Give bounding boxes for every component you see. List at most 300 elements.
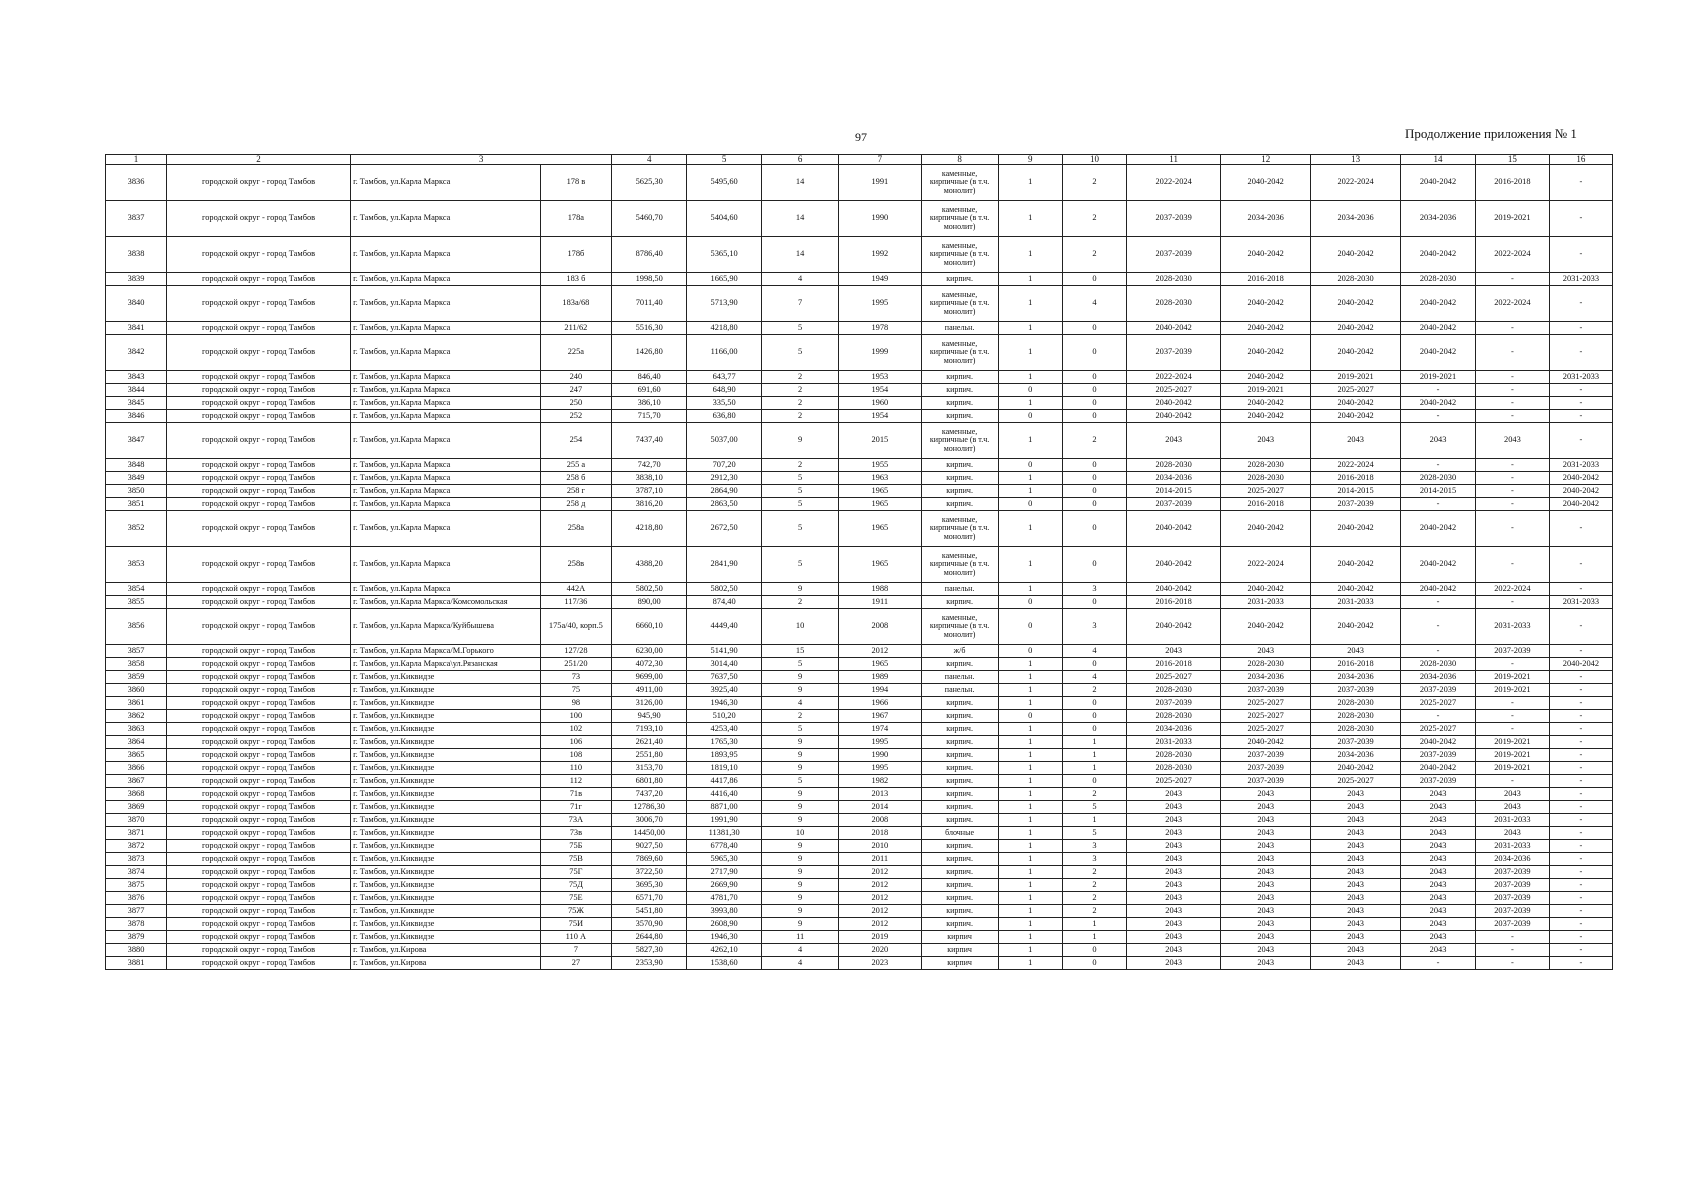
table-cell: 2040-2042 — [1311, 762, 1401, 775]
table-cell: 1965 — [839, 498, 921, 511]
table-cell: 1 — [998, 931, 1062, 944]
table-cell: городской округ - город Тамбов — [167, 931, 351, 944]
table-cell: 1991 — [839, 165, 921, 201]
table-cell: 250 — [540, 397, 612, 410]
table-cell: 4416,40 — [687, 788, 762, 801]
table-cell: 75В — [540, 853, 612, 866]
table-cell: 1 — [998, 892, 1062, 905]
table-cell: 1994 — [839, 684, 921, 697]
table-cell: 7869,60 — [612, 853, 687, 866]
table-cell: 2022-2024 — [1475, 286, 1549, 322]
table-cell: 6801,80 — [612, 775, 687, 788]
table-cell: - — [1549, 957, 1612, 970]
continuation-label: Продолжение приложения № 1 — [1405, 126, 1577, 141]
table-cell: 0 — [998, 596, 1062, 609]
table-cell: 5625,30 — [612, 165, 687, 201]
table-cell: 0 — [998, 410, 1062, 423]
table-cell: 2 — [762, 384, 839, 397]
table-cell: 2014-2015 — [1401, 485, 1476, 498]
table-cell: 1538,60 — [687, 957, 762, 970]
table-cell: 5 — [762, 511, 839, 547]
table-cell: 11381,30 — [687, 827, 762, 840]
table-cell: 4 — [762, 944, 839, 957]
table-cell: 2040-2042 — [1311, 583, 1401, 596]
table-cell: 1965 — [839, 547, 921, 583]
table-cell: 2020 — [839, 944, 921, 957]
table-cell: 3853 — [106, 547, 167, 583]
table-cell: 75Д — [540, 879, 612, 892]
table-cell: 3126,00 — [612, 697, 687, 710]
table-cell: г. Тамбов, ул.Карла Маркса — [351, 511, 540, 547]
table-cell: 2031-2033 — [1549, 273, 1612, 286]
table-cell: городской округ - город Тамбов — [167, 697, 351, 710]
table-cell: 1 — [1062, 749, 1126, 762]
table-cell: 2025-2027 — [1127, 671, 1221, 684]
table-cell: 2043 — [1127, 853, 1221, 866]
table-cell: 2672,50 — [687, 511, 762, 547]
table-cell: 2043 — [1311, 840, 1401, 853]
table-cell: 2040-2042 — [1127, 322, 1221, 335]
table-cell: кирпич. — [921, 879, 998, 892]
table-cell: 2031-2033 — [1549, 596, 1612, 609]
table-cell: г. Тамбов, ул.Карла Маркса — [351, 371, 540, 384]
table-cell: 2022-2024 — [1475, 583, 1549, 596]
table-cell: 2043 — [1401, 905, 1476, 918]
table-cell: 442А — [540, 583, 612, 596]
table-cell: 2031-2033 — [1475, 609, 1549, 645]
table-cell: 5 — [1062, 827, 1126, 840]
table-cell: г. Тамбов, ул.Карла Маркса — [351, 165, 540, 201]
table-cell: 3868 — [106, 788, 167, 801]
table-cell: 2 — [1062, 892, 1126, 905]
page-number: 97 — [855, 130, 867, 144]
table-cell: 3876 — [106, 892, 167, 905]
table-cell: г. Тамбов, ул.Киквидзе — [351, 814, 540, 827]
table-cell: 3873 — [106, 853, 167, 866]
table-cell: 1 — [998, 775, 1062, 788]
table-cell: 2025-2027 — [1221, 710, 1311, 723]
table-row — [106, 892, 1613, 905]
table-cell: 1 — [998, 944, 1062, 957]
table-cell: 1 — [998, 762, 1062, 775]
column-header: 14 — [1401, 155, 1476, 165]
table-cell: 2025-2027 — [1221, 697, 1311, 710]
column-header: 10 — [1062, 155, 1126, 165]
table-cell: 1426,80 — [612, 335, 687, 371]
table-cell: 2031-2033 — [1549, 371, 1612, 384]
table-cell: 2043 — [1221, 944, 1311, 957]
table-cell: 175а/40, корп.5 — [540, 609, 612, 645]
table-cell: 2043 — [1401, 827, 1476, 840]
table-row — [106, 165, 1613, 201]
table-cell: г. Тамбов, ул.Киквидзе — [351, 697, 540, 710]
table-cell: 2031-2033 — [1127, 736, 1221, 749]
table-cell: 2014-2015 — [1127, 485, 1221, 498]
table-cell: 2043 — [1401, 840, 1476, 853]
table-cell: 335,50 — [687, 397, 762, 410]
table-row — [106, 596, 1613, 609]
table-cell: 2043 — [1221, 645, 1311, 658]
table-cell: 75И — [540, 918, 612, 931]
table-cell: 1 — [998, 905, 1062, 918]
table-cell: - — [1401, 609, 1476, 645]
table-cell: 3842 — [106, 335, 167, 371]
table-cell: 2043 — [1127, 840, 1221, 853]
table-cell: 1 — [1062, 736, 1126, 749]
table-cell: 2040-2042 — [1311, 322, 1401, 335]
table-cell: 2 — [1062, 879, 1126, 892]
table-cell: 2028-2030 — [1221, 658, 1311, 671]
table-cell: 4911,00 — [612, 684, 687, 697]
table-cell: - — [1475, 944, 1549, 957]
table-cell: 2028-2030 — [1127, 762, 1221, 775]
table-cell: 2040-2042 — [1549, 498, 1612, 511]
table-cell: г. Тамбов, ул.Киквидзе — [351, 840, 540, 853]
table-cell: - — [1401, 459, 1476, 472]
table-cell: 0 — [1062, 371, 1126, 384]
table-row — [106, 905, 1613, 918]
table-cell: 2717,90 — [687, 866, 762, 879]
table-cell: каменные, кирпичные (в т.ч. монолит) — [921, 201, 998, 237]
table-cell: 2040-2042 — [1127, 609, 1221, 645]
table-cell: 4262,10 — [687, 944, 762, 957]
table-cell: 1 — [998, 840, 1062, 853]
column-header: 15 — [1475, 155, 1549, 165]
table-cell: 2040-2042 — [1221, 397, 1311, 410]
table-cell: 1954 — [839, 410, 921, 423]
table-cell: 2025-2027 — [1401, 697, 1476, 710]
column-header: 1 — [106, 155, 167, 165]
table-cell: панельн. — [921, 671, 998, 684]
table-cell: - — [1549, 944, 1612, 957]
table-cell: кирпич — [921, 944, 998, 957]
table-cell: 5802,50 — [612, 583, 687, 596]
table-cell: 2040-2042 — [1127, 511, 1221, 547]
table-cell: 1982 — [839, 775, 921, 788]
table-cell: 3845 — [106, 397, 167, 410]
table-cell: 2043 — [1311, 944, 1401, 957]
table-cell: 3852 — [106, 511, 167, 547]
table-cell: - — [1549, 775, 1612, 788]
table-cell: 71в — [540, 788, 612, 801]
table-cell: 2043 — [1221, 879, 1311, 892]
table-cell: 4 — [1062, 671, 1126, 684]
table-cell: 9 — [762, 801, 839, 814]
table-cell: 2025-2027 — [1221, 485, 1311, 498]
table-cell: городской округ - город Тамбов — [167, 736, 351, 749]
table-cell: 1166,00 — [687, 335, 762, 371]
table-cell: 5 — [762, 775, 839, 788]
table-cell: 1 — [998, 866, 1062, 879]
table-cell: 73А — [540, 814, 612, 827]
table-cell: - — [1475, 775, 1549, 788]
table-cell: - — [1549, 423, 1612, 459]
table-row — [106, 671, 1613, 684]
table-cell: 2025-2027 — [1311, 384, 1401, 397]
table-cell: городской округ - город Тамбов — [167, 944, 351, 957]
table-cell: 2043 — [1311, 905, 1401, 918]
table-cell: 2019-2021 — [1475, 762, 1549, 775]
table-cell: 2019-2021 — [1311, 371, 1401, 384]
table-cell: 2019-2021 — [1475, 736, 1549, 749]
table-cell: - — [1401, 596, 1476, 609]
table-cell: 2019-2021 — [1401, 371, 1476, 384]
table-cell: 2043 — [1401, 866, 1476, 879]
table-cell: 1998,50 — [612, 273, 687, 286]
table-cell: 0 — [1062, 944, 1126, 957]
table-cell: 2644,80 — [612, 931, 687, 944]
table-cell: городской округ - город Тамбов — [167, 658, 351, 671]
table-cell: 1963 — [839, 472, 921, 485]
table-cell: 5 — [762, 723, 839, 736]
table-cell: - — [1401, 410, 1476, 423]
column-header: 9 — [998, 155, 1062, 165]
table-row — [106, 397, 1613, 410]
table-cell: 2040-2042 — [1401, 397, 1476, 410]
table-cell: 0 — [998, 498, 1062, 511]
table-cell: 0 — [998, 710, 1062, 723]
table-cell: кирпич. — [921, 775, 998, 788]
table-cell: 0 — [1062, 511, 1126, 547]
table-cell: 4 — [762, 273, 839, 286]
table-cell: 3839 — [106, 273, 167, 286]
table-cell: 9 — [762, 892, 839, 905]
table-cell: городской округ - город Тамбов — [167, 511, 351, 547]
table-row — [106, 775, 1613, 788]
table-cell: 2014 — [839, 801, 921, 814]
table-cell: 1 — [998, 697, 1062, 710]
table-cell: 1 — [998, 814, 1062, 827]
table-cell: 2043 — [1475, 423, 1549, 459]
table-cell: кирпич. — [921, 596, 998, 609]
column-header: 16 — [1549, 155, 1612, 165]
table-cell: 2040-2042 — [1311, 609, 1401, 645]
table-cell: городской округ - город Тамбов — [167, 905, 351, 918]
table-cell: каменные, кирпичные (в т.ч. монолит) — [921, 609, 998, 645]
table-cell: кирпич — [921, 957, 998, 970]
table-cell: г. Тамбов, ул.Киквидзе — [351, 801, 540, 814]
table-cell: 2040-2042 — [1221, 286, 1311, 322]
table-cell: панельн. — [921, 684, 998, 697]
table-cell: 874,40 — [687, 596, 762, 609]
table-cell: городской округ - город Тамбов — [167, 165, 351, 201]
table-cell: 0 — [998, 609, 1062, 645]
table-cell: 5365,10 — [687, 237, 762, 273]
table-cell: 2043 — [1311, 801, 1401, 814]
table-cell: 1 — [998, 371, 1062, 384]
table-cell: 742,70 — [612, 459, 687, 472]
table-cell: 1 — [998, 237, 1062, 273]
table-cell: 2 — [762, 397, 839, 410]
table-cell: - — [1475, 322, 1549, 335]
table-cell: 0 — [1062, 723, 1126, 736]
table-row — [106, 609, 1613, 645]
table-cell: городской округ - город Тамбов — [167, 609, 351, 645]
table-cell: 6660,10 — [612, 609, 687, 645]
table-row — [106, 511, 1613, 547]
table-cell: 3860 — [106, 684, 167, 697]
table-cell: - — [1475, 710, 1549, 723]
table-cell: 2 — [762, 710, 839, 723]
table-cell: 0 — [1062, 658, 1126, 671]
table-row — [106, 931, 1613, 944]
table-cell: городской округ - город Тамбов — [167, 775, 351, 788]
table-cell: 127/28 — [540, 645, 612, 658]
table-cell: 2031-2033 — [1475, 814, 1549, 827]
table-cell: 2040-2042 — [1221, 237, 1311, 273]
table-cell: - — [1475, 957, 1549, 970]
table-cell: каменные, кирпичные (в т.ч. монолит) — [921, 286, 998, 322]
table-cell: г. Тамбов, ул.Киквидзе — [351, 931, 540, 944]
table-cell: 2043 — [1311, 892, 1401, 905]
table-cell: 3855 — [106, 596, 167, 609]
table-cell: 3570,90 — [612, 918, 687, 931]
table-cell: кирпич. — [921, 472, 998, 485]
table-cell: г. Тамбов, ул.Карла Маркса/Комсомольская — [351, 596, 540, 609]
table-cell: городской округ - город Тамбов — [167, 957, 351, 970]
table-cell: 2037-2039 — [1401, 749, 1476, 762]
table-cell: городской округ - город Тамбов — [167, 410, 351, 423]
table-cell: 2040-2042 — [1401, 511, 1476, 547]
table-cell: 3836 — [106, 165, 167, 201]
table-row — [106, 371, 1613, 384]
table-cell: 258 г — [540, 485, 612, 498]
table-cell: 2040-2042 — [1401, 583, 1476, 596]
table-cell: 2 — [1062, 237, 1126, 273]
table-cell: 2037-2039 — [1475, 905, 1549, 918]
table-cell: 2019-2021 — [1475, 671, 1549, 684]
table-row — [106, 335, 1613, 371]
table-cell: 1 — [998, 485, 1062, 498]
table-cell: 2034-2036 — [1127, 723, 1221, 736]
table-cell: 2043 — [1221, 853, 1311, 866]
table-cell: 258 д — [540, 498, 612, 511]
table-cell: - — [1549, 511, 1612, 547]
table-cell: 2551,80 — [612, 749, 687, 762]
table-cell: панельн. — [921, 322, 998, 335]
table-cell: 2019 — [839, 931, 921, 944]
table-cell: 183 б — [540, 273, 612, 286]
table-cell: 2043 — [1401, 853, 1476, 866]
table-cell: 636,80 — [687, 410, 762, 423]
table-row — [106, 485, 1613, 498]
table-cell: 2028-2030 — [1311, 723, 1401, 736]
table-cell: 2037-2039 — [1221, 775, 1311, 788]
table-cell: 2043 — [1475, 801, 1549, 814]
table-cell: 715,70 — [612, 410, 687, 423]
table-cell: 2863,50 — [687, 498, 762, 511]
table-cell: 1 — [998, 547, 1062, 583]
table-cell: 5802,50 — [687, 583, 762, 596]
table-cell: каменные, кирпичные (в т.ч. монолит) — [921, 511, 998, 547]
table-cell: 707,20 — [687, 459, 762, 472]
table-cell: 1 — [998, 736, 1062, 749]
table-cell: г. Тамбов, ул.Карла Маркса — [351, 397, 540, 410]
table-cell: 3875 — [106, 879, 167, 892]
table-cell: 2037-2039 — [1127, 201, 1221, 237]
table-cell: городской округ - город Тамбов — [167, 472, 351, 485]
column-header: 11 — [1127, 155, 1221, 165]
table-cell: г. Тамбов, ул.Киквидзе — [351, 905, 540, 918]
table-cell: 3 — [1062, 583, 1126, 596]
table-cell: 5 — [1062, 801, 1126, 814]
table-row — [106, 286, 1613, 322]
table-cell: - — [1475, 498, 1549, 511]
table-cell: 2040-2042 — [1401, 762, 1476, 775]
table-cell: 4253,40 — [687, 723, 762, 736]
table-cell: г. Тамбов, ул.Карла Маркса — [351, 237, 540, 273]
table-cell: 100 — [540, 710, 612, 723]
table-cell: 0 — [1062, 957, 1126, 970]
table-cell: - — [1401, 957, 1476, 970]
table-cell: 1819,10 — [687, 762, 762, 775]
table-cell: 3869 — [106, 801, 167, 814]
table-cell: городской округ - город Тамбов — [167, 335, 351, 371]
table-cell: 3870 — [106, 814, 167, 827]
table-cell: 2043 — [1127, 944, 1221, 957]
table-cell: 9 — [762, 905, 839, 918]
table-cell: кирпич. — [921, 459, 998, 472]
table-cell: г. Тамбов, ул.Киквидзе — [351, 879, 540, 892]
table-cell: каменные, кирпичные (в т.ч. монолит) — [921, 335, 998, 371]
table-cell: 2043 — [1401, 788, 1476, 801]
table-cell: г. Тамбов, ул.Киквидзе — [351, 827, 540, 840]
table-cell: - — [1475, 472, 1549, 485]
table-cell: 2012 — [839, 645, 921, 658]
table-cell: кирпич. — [921, 736, 998, 749]
table-cell: 2037-2039 — [1475, 866, 1549, 879]
table-cell: 3859 — [106, 671, 167, 684]
table-cell: 1 — [998, 749, 1062, 762]
table-cell: 2043 — [1127, 931, 1221, 944]
table-cell: 2031-2033 — [1475, 840, 1549, 853]
table-cell: городской округ - город Тамбов — [167, 645, 351, 658]
table-cell: - — [1549, 905, 1612, 918]
table-cell: 0 — [1062, 273, 1126, 286]
table-cell: 3006,70 — [612, 814, 687, 827]
table-row — [106, 498, 1613, 511]
table-cell: 2043 — [1127, 814, 1221, 827]
table-cell: панельн. — [921, 583, 998, 596]
table-cell: 2028-2030 — [1311, 273, 1401, 286]
table-cell: г. Тамбов, ул.Карла Маркса/Куйбышева — [351, 609, 540, 645]
table-cell: 2025-2027 — [1401, 723, 1476, 736]
table-cell: 9 — [762, 866, 839, 879]
table-cell: 1 — [998, 918, 1062, 931]
table-cell: 1 — [998, 286, 1062, 322]
table-cell: 2031-2033 — [1221, 596, 1311, 609]
table-cell: 2043 — [1311, 645, 1401, 658]
table-cell: 0 — [1062, 335, 1126, 371]
table-cell: 211/62 — [540, 322, 612, 335]
table-cell: 3872 — [106, 840, 167, 853]
table-cell: 1911 — [839, 596, 921, 609]
table-cell: кирпич. — [921, 814, 998, 827]
table-cell: 2013 — [839, 788, 921, 801]
table-cell: 2912,30 — [687, 472, 762, 485]
table-cell: 9 — [762, 736, 839, 749]
table-cell: 2043 — [1311, 866, 1401, 879]
table-cell: 3848 — [106, 459, 167, 472]
table-cell: 2043 — [1221, 892, 1311, 905]
table-cell: 2 — [1062, 423, 1126, 459]
table-cell: 0 — [1062, 547, 1126, 583]
table-cell: 2043 — [1127, 957, 1221, 970]
table-cell: 1 — [998, 583, 1062, 596]
table-cell: - — [1475, 485, 1549, 498]
table-cell: 2028-2030 — [1127, 286, 1221, 322]
table-cell: 1 — [1062, 762, 1126, 775]
